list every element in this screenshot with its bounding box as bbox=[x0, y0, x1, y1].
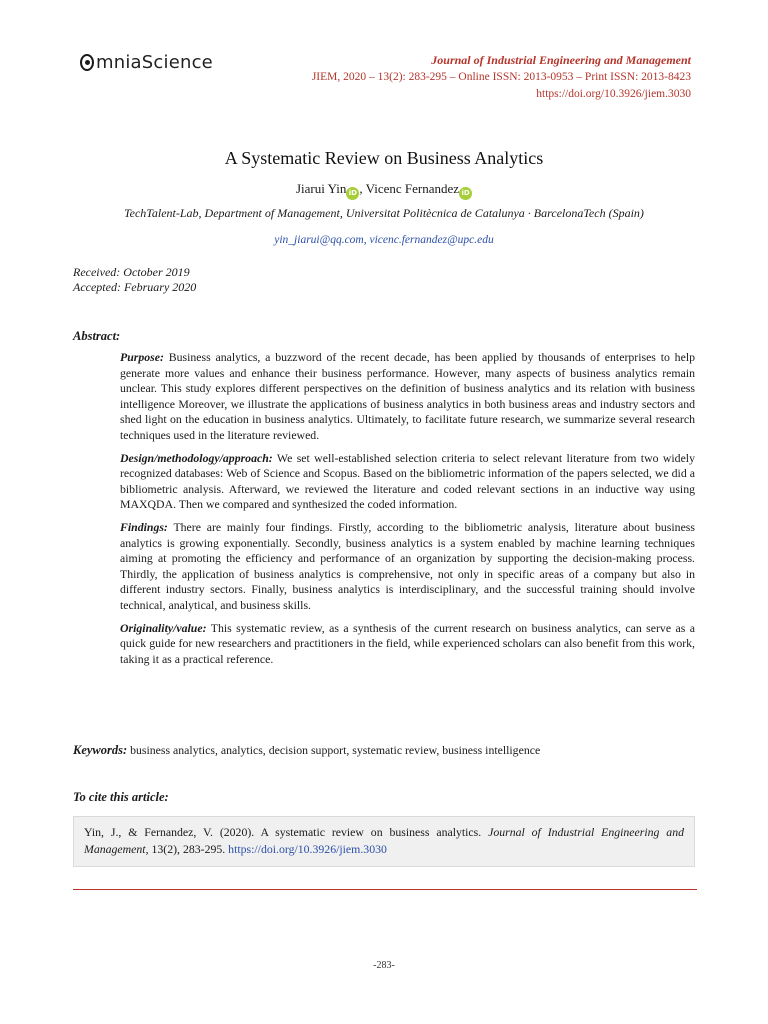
citation-doi-link[interactable]: https://doi.org/10.3926/jiem.3030 bbox=[228, 842, 387, 856]
abstract-findings bbox=[120, 520, 695, 614]
author-name: Jiarui Yin bbox=[295, 181, 347, 196]
keywords-text: business analytics, analytics, decision support, systematic review, business intelligence bbox=[127, 743, 541, 757]
journal-name: Journal of Industrial Engineering and Management bbox=[431, 53, 691, 67]
received-date: Received: October 2019 bbox=[73, 265, 190, 279]
abstract-design bbox=[120, 451, 695, 513]
abstract-purpose bbox=[120, 350, 695, 444]
omniascience-logo-icon bbox=[80, 54, 94, 71]
citation-suffix: , 13(2), 283-295. bbox=[145, 842, 229, 856]
keywords-label: Keywords: bbox=[73, 743, 128, 757]
paper-title: A Systematic Review on Business Analytics bbox=[224, 148, 544, 168]
section-text: This systematic review, as a synthesis of the current research on business analytics, can serve as a quick guide for new researchers and practitioners in the field, while experienced scholars can also benefit from this work, taking it as a practical reference. bbox=[120, 620, 695, 666]
logo-text: mniaScience bbox=[96, 52, 213, 73]
author-separator: , bbox=[359, 181, 366, 196]
abstract-body bbox=[120, 350, 695, 674]
keywords bbox=[73, 743, 540, 758]
header-doi-link[interactable]: https://doi.org/10.3926/jiem.3030 bbox=[536, 88, 691, 100]
affiliation: TechTalent-Lab, Department of Management, Universitat Politècnica de Catalunya · BarcelonaTech (Spain) bbox=[124, 206, 644, 220]
accepted-date: Accepted: February 2020 bbox=[73, 280, 197, 294]
citation-prefix: Yin, J., & Fernandez, V. (2020). A systematic review on business analytics. bbox=[84, 825, 489, 839]
abstract-originality bbox=[120, 621, 695, 668]
abstract-heading: Abstract: bbox=[73, 329, 121, 343]
citation-box bbox=[73, 816, 695, 867]
section-text: Business analytics, a buzzword of the recent decade, has been applied by thousands of enterprises to help generate more values and enhance their business performance. However, many aspects of business analytics remain unclear. This study explores different perspectives on the definition of business analytics and its relation with business intelligence Moreover, we illustrate the applications of business analytics in both business areas and industry sectors and shed light on the education in business analytics. Ultimately, to facilitate future research, we summarize several research techniques used in the literature reviewed. bbox=[120, 350, 695, 442]
orcid-icon[interactable]: iD bbox=[459, 187, 472, 200]
section-label: Findings: bbox=[120, 519, 168, 534]
section-label: Originality/value: bbox=[120, 620, 207, 635]
citation-journal: Journal of Industrial Engineering and Management bbox=[84, 825, 684, 856]
cite-heading: To cite this article: bbox=[73, 790, 169, 804]
section-label: Design/methodology/approach: bbox=[120, 450, 273, 465]
section-text: There are mainly four findings. Firstly, according to the bibliometric analysis, literature about business analytics is growing exponentially. Secondly, business analytics is a system enabled by machine learning techniques aiming at promoting the efficiency and performance of an organization by supporting the decision-making process. Thirdly, the application of business analytics is comprehensive, not only in specific areas of a company but also in different industry sectors. Finally, business analytics is interdisciplinary, and the successful training should involve technical, analytical, and business skills. bbox=[120, 519, 695, 612]
omniascience-logo bbox=[80, 52, 213, 73]
page-number: -283- bbox=[373, 960, 395, 971]
orcid-icon[interactable]: iD bbox=[346, 187, 359, 200]
author-emails[interactable]: yin_jiarui@qq.com, vicenc.fernandez@upc.edu bbox=[274, 234, 494, 246]
author-name: Vicenc Fernandez bbox=[365, 181, 460, 196]
author-list bbox=[0, 181, 768, 200]
section-text: We set well-established selection criteria to select relevant literature from two widely recognized databases: Web of Science and Scopus. Based on the bibliometric information of the papers selected, we did a bibliometric analysis. Afterward, we reviewed the literature and coded relevant sections in an inductive way using MAXQDA. Then we compared and synthesized the coded information. bbox=[120, 450, 695, 512]
journal-header bbox=[312, 52, 691, 103]
divider-rule bbox=[73, 889, 697, 890]
article-dates bbox=[73, 265, 196, 295]
issue-info: JIEM, 2020 – 13(2): 283-295 – Online ISSN: 2013-0953 – Print ISSN: 2013-8423 bbox=[311, 71, 691, 83]
section-label: Purpose: bbox=[120, 350, 164, 364]
